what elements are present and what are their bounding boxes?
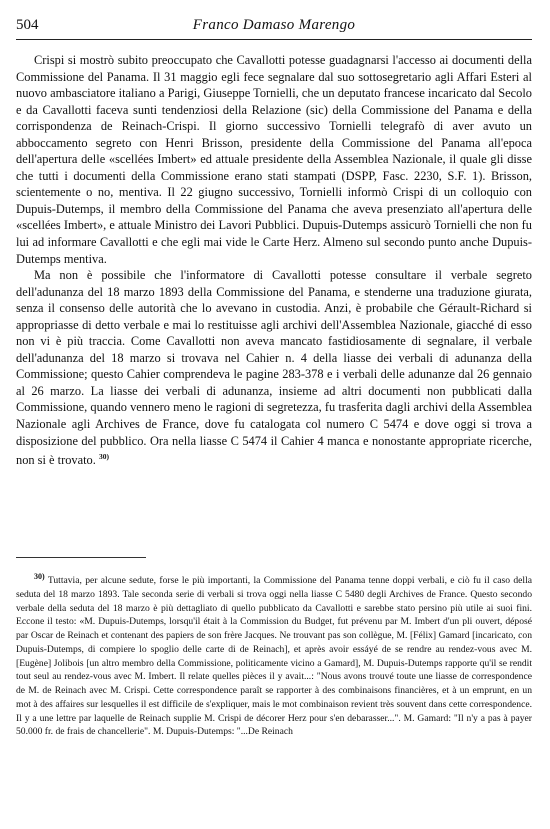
- page-number: 504: [16, 17, 39, 33]
- paragraph-text: Ma non è possibile che l'informatore di Cavallotti potesse consultare il verbale segreto dell'adunanza del 18 marzo 1893 della Commissione del Panama, e stenderne una traduzione giurata, senza il consenso delle autorità che lo avevano in custodia. Anzi, è probabile che Gérault-Richard si appropriasse di detto verbale e mai lo restituisse agli archivi dell'Assemblea Nazionale, giacché di esso non vi è più traccia. Come Cavallotti non aveva mancato fastidiosamente di segnalare, il verbale dell'adunanza del 18 marzo si trovava nel Cahier n. 4 della liasse dei verbali di adunanza della Commissione; questo Cahier comprendeva le pagine 283-378 e i verbali delle adunanze dal 26 gennaio al 26 marzo. La liasse dei verbali di adunanza, insieme ad altri documenti non pubblicati dalla Commissione, quando vennero meno le ragioni di segretezza, fu trasferita dagli archivi della Assemblea Nazionale agli Archives de France, dove fu catalogata col numero C 5474 e dove oggi si trova a disposizione del pubblico. Ora nella liasse C 5474 il Cahier 4 manca e nonostante appropriate ricerche, non si è trovato.: [16, 268, 532, 468]
- footnote-reference: 30): [98, 452, 109, 462]
- running-header: [16, 13, 532, 40]
- paragraph: Crispi si mostrò subito preoccupato che Cavallotti potesse guadagnarsi l'accesso ai documenti della Commissione del Panama. Il 31 maggio egli fece segnalare dal suo sottosegretario agli Affari Esteri al nuovo ambasciatore italiano a Parigi, Giuseppe Tornielli, che un deputato francese incaricato dal Secolo e da Cavallotti faceva sunti tendenziosi della Relazione (sic) della Commissione del Panama e della corrispondenza de Reinach-Crispi. Il giorno successivo Tornielli telegrafò di aver avuto un abboccamento segreto con Henri Brisson, presidente della Commissione del Panama all'epoca dell'apertura delle «scellées Imbert» ed attuale presidente della Assemblea Nazionale, il quale gli disse che tutti i documenti della Commissione erano stati stampati (DSPP, Fasc. 2230, S.F. 1). Brisson, scientemente o no, mentiva. Il 22 giugno successivo, Tornielli informò Crispi di un colloquio con Dupuis-Dutemps, il membro della Commissione del Panama che aveva presenziato all'apertura delle «scellées Imbert», e attuale Ministro dei Lavori Pubblici. Dupuis-Dutemps assicurò Tornielli che non fu lui ad informare Cavallotti e che egli mai vide le Carte Herz. Almeno sul secondo punto anche Dupuis-Dutemps mentiva.: [16, 53, 532, 266]
- footnote-number: 30): [34, 572, 45, 581]
- footnote: [16, 570, 532, 739]
- running-title: Franco Damaso Marengo: [192, 17, 356, 33]
- paragraph: [16, 267, 532, 469]
- footnote-divider: [16, 557, 146, 558]
- main-text: [16, 52, 532, 469]
- footnote-text: Tuttavia, per alcune sedute, forse le più importanti, la Commissione del Panama tenne doppi verbali, e ciò fu il caso della seduta del 18 marzo 1893. Tale seconda serie di verbali si trova oggi nella liasse C 5480 degli Archives de France. Questo secondo verbale della seduta del 18 marzo è più dettagliato di quello pubblicato da Cavallotti e sarebbe stato persino più utile ai suoi fini. Eccone il testo: «M. Dupuis-Dutemps, lorsqu'il était à la Commission du Budget, fut prévenu par M. Imbert d'un pli ouvert, déposé par Oscar de Reinach et contenant des papiers de son frère Jacques. Ne trouvant pas son collègue, M. [Félix] Gamard [incaricato, con Dupuis-Dutemps, di compiere lo spoglio delle carte di de Reinach], et après avoir essáyé de se rendre au rendez-vous avec M. [Eugène] Jolibois [un altro membro della Commissione, politicamente vicino a Gamard], M. Dupuis-Dutemps rapporte qu'il se rendit tout seul au rendez-vous avec M. Imbert. Il relate quelles pièces il y avait...: "Nous avons trouvé toute une liasse de correspondence de M. de Reinach avec M. Crispi. Cette correspondence paraît se rapporter à des combinaisons financières, et à un emprunt, en un mot à des affaires sur lesquelles il est difficile de s'expliquer, mais le mot combinaison revient très souvent dans cette correspondence. Il y a une lettre par laquelle de Reinach supplie M. Crispi de décorer Herz pour s'en debarasser...". M. Gamard: "Il n'y a pas à payer 50.000 fr. de frais de chancellerie". M. Dupuis-Dutemps: "...De Reinach: [16, 575, 532, 738]
